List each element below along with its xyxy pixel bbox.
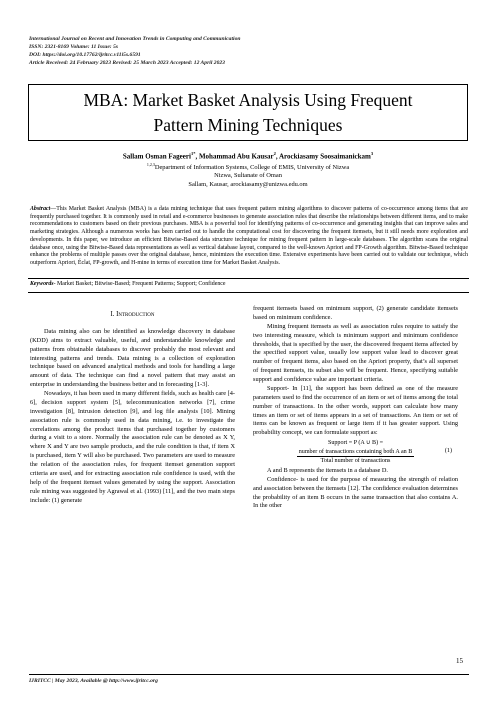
rule-top bbox=[28, 278, 469, 279]
abstract bbox=[30, 206, 468, 268]
author-2: , Mohammad Abu Kausar bbox=[195, 152, 274, 161]
left-column bbox=[30, 300, 235, 505]
page-footer: IJRITCC | May 2023, Available @ http://www.ijritcc.org bbox=[29, 674, 469, 688]
confidence-paragraph: Confidence- is used for the purpose of measuring the strength of relation and association between the itemsets [12]. The confidence evaluation determines the probability of an item B occurs in the same transaction that also contains A. In the other bbox=[253, 475, 458, 510]
support-paragraph: Support- In [11], the support has been defined as one of the measure parameters used to find the occurrence of an item or set of items among the total number of transactions. In the other words, support can calculate how many times an item or set of items appears in a set of transactions. An item or set of items can be known as frequent or large item if it has greater support. Using probability concept, we can formulate support as: bbox=[253, 384, 458, 437]
intro-paragraph-2: Nowadays, it has been used in many different fields, such as health care [4-6], decision support system [5], telecommunication networks [7], crime investigation [8], Intrusion detection [9], and log file analysis [10]. Mining association rule is commonly used in data mining, i.e. to investigate the correlations among the product items that purchased together by customers during a visit to a store. Normally the association rule can be denoted as X Y, where X and Y are two sample products, and the rule condition is that, if item X is purchased, item Y will also be purchased. Two parameters are used to measure the relation of the association rules, for frequent itemset generation support criteria are used, and for extracting association rule confidence is used, with the help of the frequent itemset values generated by using the support. Association rule mining was suggested by Agrawal et al. (1993) [11], and the two main steps include: (1) generate bbox=[30, 390, 235, 504]
keywords-text: - Market Basket; Bitwise-Based; Frequent Patterns; Support; Confidence bbox=[53, 281, 226, 287]
affiliation-sup: 1,2,3 bbox=[146, 161, 155, 167]
author-3: , Arockiasamy Soosaimanickam bbox=[275, 152, 371, 161]
support-formula bbox=[253, 439, 458, 466]
formula-fraction bbox=[297, 448, 415, 466]
author-1-sup: 1* bbox=[190, 151, 196, 156]
rule-bottom bbox=[28, 292, 469, 293]
author-names bbox=[28, 150, 468, 161]
right-paragraph-3: A and B represents the itemsets in a database D. bbox=[267, 466, 389, 474]
formula-denominator: Total number of transactions bbox=[320, 458, 391, 465]
journal-doi[interactable]: DOI: https://doi.org/10.17762/ijritcc.v11i5s.6591 bbox=[29, 52, 141, 58]
formula-lhs: Support = P (A ∪ B) = bbox=[327, 440, 384, 447]
intro-paragraph-1: Data mining also can be identified as knowledge discovery in database (KDD) aims to extract valuable, useful, and understandable knowledge and patterns from obtainable databases to discover probably the most relevant and interesting patterns and trends. Data mining is a collection of exploration technique based on advanced analytical methods and tools for handling a large amount of data. The technique can find a novel pattern that may assist an enterprise in understanding the business better and in forecasting [1-3]. bbox=[30, 327, 235, 389]
section-heading: I. Introduction bbox=[110, 311, 155, 318]
affiliation-location: Nizwa, Sultanate of Oman bbox=[214, 172, 282, 180]
keywords bbox=[30, 281, 468, 289]
journal-name: International Journal on Recent and Innovation Trends in Computing and Communication bbox=[29, 36, 241, 42]
right-column bbox=[253, 305, 458, 511]
abstract-label: Abstract bbox=[30, 206, 51, 212]
author-1: Sallam Osman Fageeri bbox=[122, 152, 191, 161]
equation-number: (1) bbox=[444, 448, 452, 455]
journal-header bbox=[29, 35, 469, 67]
article-dates: Article Received: 24 February 2023 Revised: 25 March 2023 Accepted: 12 April 2023 bbox=[29, 60, 225, 66]
right-paragraph-1: Mining frequent itemsets as well as association rules require to satisfy the two interesting measure, which is minimum support and minimum confidence thresholds, that is specified by the user, the discovered frequent items affected by the specified support value, usually low support value lead to discover great number of frequent items, also based on the Apriori property, that’s all superset of frequent itemsets, its subset also will be frequent. Hence, specifying suitable support and confidence value are important criteria. bbox=[253, 322, 458, 383]
author-emails: Sallam, Kausar, arockiasamy@unizwa.edu.om bbox=[188, 180, 308, 188]
journal-issn: ISSN: 2321-8169 Volume: 11 Issue: 5s bbox=[29, 44, 119, 50]
paper-title-line1: MBA: Market Basket Analysis Using Frequent bbox=[83, 90, 413, 110]
title-box bbox=[28, 84, 468, 141]
author-3-sup: 3 bbox=[370, 151, 374, 156]
page-number: 15 bbox=[456, 657, 463, 665]
abstract-text: —This Market Basket Analysis (MBA) is a data mining technique that uses frequent pattern mining algorithms to discover patterns of co-occurrence among items that are frequently purchased together. It is commonly used in retail and e-commerce businesses to generate association rules that describe the relationships between different items, and to make recommendations to customers based on their previous purchases. MBA is a powerful tool for identifying patterns of co-occurrence and generating insights that can improve sales and marketing strategies. Although a numerous works has been carried out to handle the computational cost for discovering the frequent itemsets, but it still needs more exploration and developments. In this paper, we introduce an efficient Bitwise-Based data structure technique for mining frequent pattern in large-scale databases. The algorithm scans the original database once, using the Bitwise-Based data representations as well as vertical database layout, compared to the well-known Apriori and FP-Growth algorithm. Bitwise-Based technique enhance the problems of multiple passes over the original database, hence, minimizes the execution time. Extensive experiments have been carried out to validate our technique, which outperform Apriori, Éclat, FP-growth, and H-mine in terms of execution time for Market Basket Analysis. bbox=[30, 206, 468, 266]
paper-title-line2: Pattern Mining Techniques bbox=[153, 115, 343, 135]
right-paragraph-0: frequent itemsets based on minimum support, (2) generate candidate itemsets based on minimum confidence. bbox=[253, 305, 458, 321]
author-block bbox=[28, 150, 468, 189]
affiliation bbox=[28, 161, 468, 173]
author-2-sup: 2 bbox=[273, 151, 276, 156]
formula-numerator: number of transactions containing both A an B bbox=[297, 448, 415, 458]
affiliation-text: Department of Information Systems, College of EMIS, University of Nizwa bbox=[154, 163, 350, 171]
keywords-label: Keywords bbox=[30, 281, 54, 287]
